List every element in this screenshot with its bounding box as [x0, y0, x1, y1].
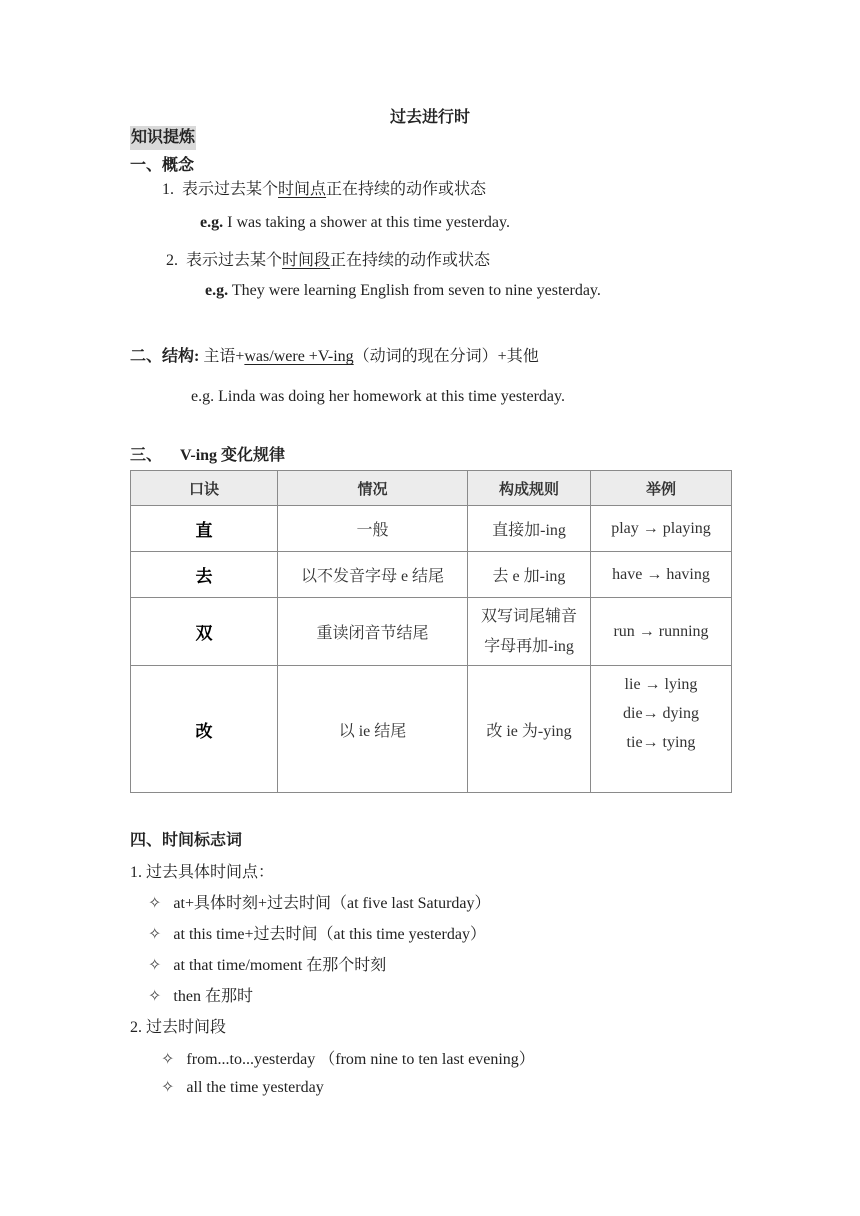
list-item — [161, 1046, 535, 1069]
bullet-icon: ✧ — [148, 926, 162, 943]
cell-case: 重读闭音节结尾 — [278, 598, 468, 666]
section-3-number: 三、 — [130, 447, 163, 464]
cell-case: 以 ie 结尾 — [278, 666, 468, 793]
concept-item-2 — [166, 247, 490, 270]
section-1-heading: 一、概念 — [130, 157, 195, 174]
list-item — [148, 921, 486, 944]
list-item — [148, 890, 491, 913]
item-text-pre: 表示过去某个 — [186, 252, 283, 269]
section-3-title: V-ing 变化规律 — [180, 447, 286, 464]
section-highlight-label: 知识提炼 — [130, 126, 196, 150]
bullet-icon: ✧ — [148, 895, 162, 912]
table-row — [131, 598, 732, 666]
section-2-example: e.g. Linda was doing her homework at this time yesterday. — [191, 388, 565, 405]
header-mnemonic: 口诀 — [131, 471, 278, 506]
bullet-icon: ✧ — [148, 957, 162, 974]
item-number: 1. — [162, 181, 174, 198]
item-text-post: 正在持续的动作或状态 — [330, 252, 491, 269]
cell-mnemonic: 去 — [131, 552, 278, 598]
header-rule: 构成规则 — [468, 471, 591, 506]
cell-example — [591, 666, 732, 793]
table-row — [131, 552, 732, 598]
header-case: 情况 — [278, 471, 468, 506]
cell-mnemonic: 直 — [131, 506, 278, 552]
cell-example: run → running — [591, 598, 732, 666]
list-item-text: all the time yesterday — [186, 1079, 324, 1096]
bullet-icon: ✧ — [161, 1051, 175, 1068]
section-2-heading: 二、结构: — [130, 348, 200, 365]
list-item — [148, 952, 386, 975]
cell-mnemonic: 改 — [131, 666, 278, 793]
cell-example: have → having — [591, 552, 732, 598]
list-item — [148, 983, 253, 1006]
page-title: 过去进行时 — [389, 109, 470, 126]
table-row — [131, 666, 732, 793]
list-item-text: from...to...yesterday （from nine to ten last evening） — [186, 1051, 535, 1068]
structure-post: （动词的现在分词）+其他 — [353, 348, 539, 365]
cell-example: play → playing — [591, 506, 732, 552]
example-label: e.g. — [205, 282, 229, 299]
bullet-icon: ✧ — [148, 988, 162, 1005]
cell-rule: 改 ie 为-ying — [468, 666, 591, 793]
example-text: They were learning English from seven to nine yesterday. — [228, 282, 601, 299]
time-period-subheading: 2. 过去时间段 — [130, 1019, 227, 1036]
cell-case: 一般 — [278, 506, 468, 552]
table-header-row — [131, 471, 732, 506]
section-3-heading — [130, 442, 285, 465]
list-item-text: at+具体时刻+过去时间（at five last Saturday） — [173, 895, 491, 912]
example-line: lie → lying — [624, 676, 698, 693]
bullet-icon: ✧ — [161, 1079, 175, 1096]
cell-case: 以不发音字母 e 结尾 — [278, 552, 468, 598]
header-example: 举例 — [591, 471, 732, 506]
time-point-subheading: 1. 过去具体时间点： — [130, 864, 275, 881]
list-item-text: at that time/moment 在那个时刻 — [173, 957, 387, 974]
item-number: 2. — [166, 252, 178, 269]
rule-line: 双写词尾辅音 — [480, 607, 577, 625]
example-text: I was taking a shower at this time yesterday. — [223, 214, 510, 231]
cell-mnemonic: 双 — [131, 598, 278, 666]
section-4-heading: 四、时间标志词 — [130, 832, 243, 849]
list-item — [161, 1077, 324, 1097]
list-item-text: then 在那时 — [173, 988, 253, 1005]
item-text-pre: 表示过去某个 — [182, 181, 279, 198]
item-text-underlined: 时间点 — [278, 181, 327, 198]
item-text-underlined: 时间段 — [282, 252, 331, 269]
concept-item-1 — [162, 176, 486, 199]
ving-rules-table — [130, 470, 732, 793]
table-row — [131, 506, 732, 552]
section-2-structure — [130, 343, 539, 366]
example-1 — [200, 214, 510, 232]
structure-underlined: was/were +V-ing — [244, 348, 354, 365]
item-text-post: 正在持续的动作或状态 — [326, 181, 487, 198]
example-line: tie→ tying — [626, 734, 696, 751]
example-line: die→ dying — [623, 705, 699, 722]
example-label: e.g. — [200, 214, 224, 231]
cell-rule: 直接加-ing — [468, 506, 591, 552]
cell-rule: 去 e 加-ing — [468, 552, 591, 598]
rule-line: 字母再加-ing — [484, 637, 574, 655]
example-2 — [205, 282, 601, 300]
list-item-text: at this time+过去时间（at this time yesterday） — [173, 926, 486, 943]
cell-rule — [468, 598, 591, 666]
structure-pre: 主语+ — [199, 348, 245, 365]
